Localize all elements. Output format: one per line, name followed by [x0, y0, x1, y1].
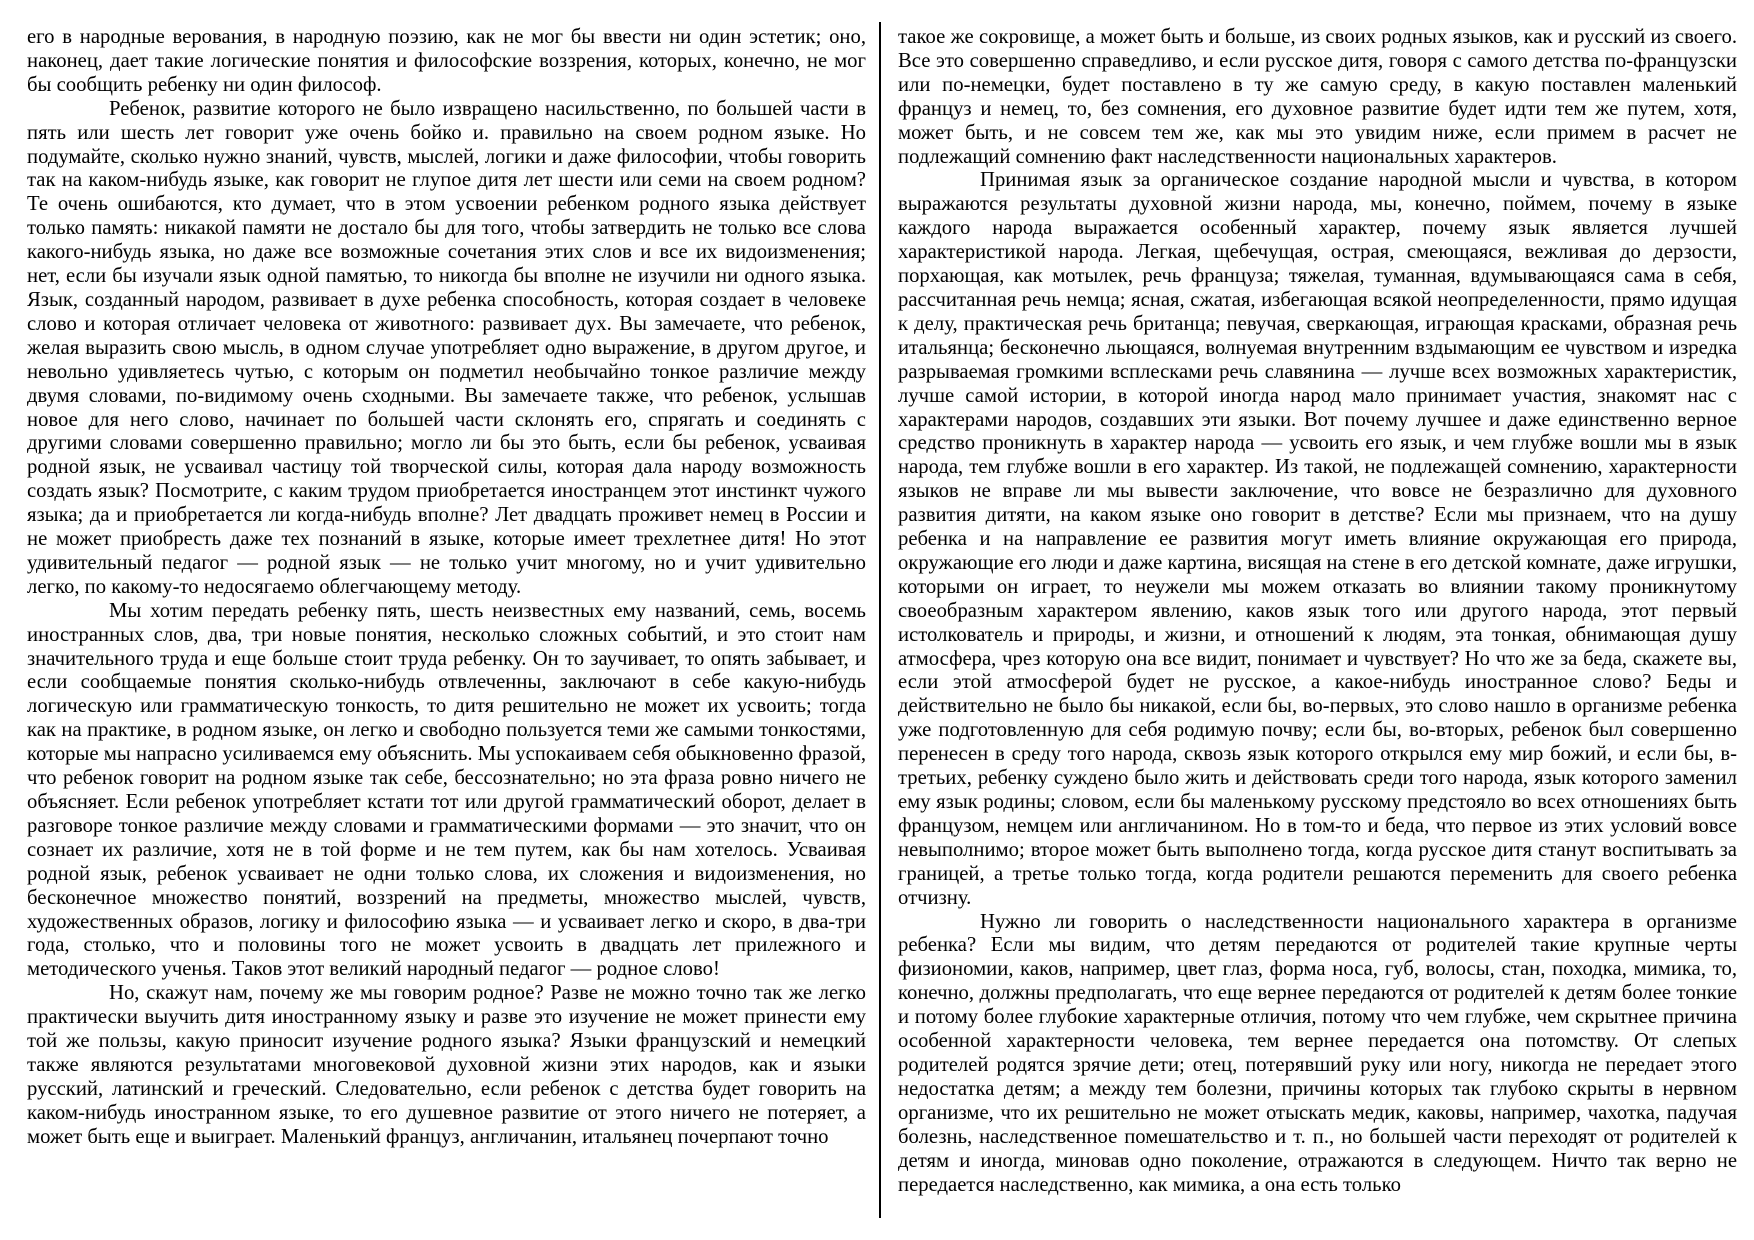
- paragraph-left-4: Но, скажут нам, почему же мы говорим родное? Разве не можно точно так же легко практически выучить дитя иностранному языку и разве это изучение не может принести ему той же пользы, какую приносит изучение родного языка? Языки французский и немецкий также являются результатами многовековой духовной жизни этих народов, как и языки русский, латинский и греческий. Следовательно, если ребенок с детства будет говорить на каком-нибудь иностранном языке, то его душевное развитие от этого ничего не потеряет, а может быть еще и выиграет. Маленький француз, англичанин, итальянец почерпают точно: [27, 982, 866, 1148]
- right-text-column: [898, 26, 1737, 1197]
- paragraph-left-2: Ребенок, развитие которого не было извращено насильственно, по большей части в пять или шесть лет говорит уже очень бойко и. правильно на своем родном языке. Но подумайте, сколько нужно знаний, чувств, мыслей, логики и даже философии, чтобы говорить так на каком-нибудь языке, как говорит не глупое дитя лет шести или семи на своем родном? Те очень ошибаются, кто думает, что в этом усвоении ребенком родного языка действует только память: никакой памяти не достало бы для того, чтобы затвердить не только все слова какого-нибудь языка, но даже все возможные сочетания этих слов и все их видоизменения; нет, если бы изучали язык одной памятью, то никогда бы вполне не изучили ни одного языка. Язык, созданный народом, развивает в духе ребенка способность, которая создает в человеке слово и которая отличает человека от животного: развивает дух. Вы замечаете, что ребенок, желая выразить свою мысль, в одном случае употребляет одно выражение, в другом другое, и невольно удивляетесь чутью, с которым он подметил необычайно тонкое различие между двумя словами, по-видимому очень сходными. Вы замечаете также, что ребенок, услышав новое для него слово, начинает по большей части склонять его, спрягать и соединять с другими словами совершенно правильно; могло ли бы это быть, если бы ребенок, усваивая родной язык, не усваивал частицу той творческой силы, которая дала народу возможность создать язык? Посмотрите, с каким трудом приобретается иностранцем этот инстинкт чужого языка; да и приобретается ли когда-нибудь вполне? Лет двадцать проживет немец в России и не может приобресть даже тех познаний в языке, которые имеет трехлетнее дитя! Но этот удивительный педагог — родной язык — не только учит многому, но и учит удивительно легко, по какому-то недосягаемо облегчающему методу.: [27, 97, 866, 598]
- paragraph-left-3: Мы хотим передать ребенку пять, шесть неизвестных ему названий, семь, восемь иностранных слов, два, три новые понятия, несколько сложных событий, и это стоит нам значительного труда и еще больше стоит труда ребенку. Он то заучивает, то опять забывает, и если сообщаемые понятия сколько-нибудь отвлеченны, заключают в себе какую-нибудь логическую или грамматическую тонкость, то дитя решительно не может их усвоить; тогда как на практике, в родном языке, он легко и свободно пользуется теми же самыми тонкостями, которые мы напрасно усиливаемся ему объяснить. Мы успокаиваем себя обыкновенно фразой, что ребенок говорит на родном языке так себе, бессознательно; но эта фраза ровно ничего не объясняет. Если ребенок употребляет кстати тот или другой грамматический оборот, делает в разговоре тонкое различие между словами и грамматическими формами — это значит, что он сознает их различие, хотя не в той форме и не тем путем, как бы нам хотелось. Усваивая родной язык, ребенок усваивает не одни только слова, их сложения и видоизменения, но бесконечное множество понятий, воззрений на предметы, множество мыслей, чувств, художественных образов, логику и философию языка — и усваивает легко и скоро, в два-три года, столько, что и половины того не может усвоить в двадцать лет прилежного и методического ученья. Таков этот великий народный педагог — родное слово!: [27, 599, 866, 981]
- paragraph-right-3: Нужно ли говорить о наследственности национального характера в организме ребенка? Если мы видим, что детям передаются от родителей такие крупные черты физиономии, каков, например, цвет глаз, форма носа, губ, волосы, стан, походка, мимика, то, конечно, должны предполагать, что еще вернее передаются от родителей к детям более тонкие и потому более глубокие характерные отличия, потому что чем глубже, чем скрытнее причина особенной характерности человека, тем вернее передается она потомству. От слепых родителей родятся зрячие дети; отец, потерявший руку или ногу, никогда не передает этого недостатка детям; а между тем болезни, причины которых так глубоко скрыты в нервном организме, что их решительно не может отыскать медик, каковы, например, чахотка, падучая болезнь, наследственное помешательство и т. п., но большей части переходят от родителей к детям и иногда, миновав одно поколение, отражаются в следующем. Ничто так верно не передается наследственно, как мимика, а она есть только: [898, 910, 1737, 1196]
- paragraph-right-2: Принимая язык за органическое создание народной мысли и чувства, в котором выражаются результаты духовной жизни народа, мы, конечно, поймем, почему в языке каждого народа выражается особенный характер, почему язык является лучшей характеристикой народа. Легкая, щебечущая, острая, смеющаяся, вежливая до дерзости, порхающая, как мотылек, речь француза; тяжелая, туманная, вдумывающаяся сама в себя, рассчитанная речь немца; ясная, сжатая, избегающая всякой неопределенности, прямо идущая к делу, практическая речь британца; певучая, сверкающая, играющая красками, образная речь итальянца; бесконечно льющаяся, волнуемая внутренним вздымающим ее чувством и изредка разрываемая громкими всплесками речь славянина — лучше всех возможных характеристик, лучше самой истории, в которой иногда народ мало принимает участия, знакомят нас с характерами народов, создавших эти языки. Вот почему лучшее и даже единственно верное средство проникнуть в характер народа — усвоить его язык, и чем глубже вошли мы в язык народа, тем глубже вошли в его характер. Из такой, не подлежащей сомнению, характерности языков не вправе ли мы вывести заключение, что вовсе не безразлично для духовного развития дитяти, на каком языке оно говорит в детстве? Если мы признаем, что на душу ребенка и на направление ее развития могут иметь влияние окружающая его природа, окружающие его люди и даже картина, висящая на стене в его детской комнате, даже игрушки, которыми он играет, то неужели мы можем отказать во влиянии такому проникнутому своеобразным характером явлению, каков язык того или другого народа, этот первый истолкователь и природы, и жизни, и отношений к людям, эта тонкая, обнимающая душу атмосфера, чрез которую она все видит, понимает и чувствует? Но что же за беда, скажете вы, если этой атмосферой будет не русское, а какое-нибудь иностранное слово? Беды и действительно не было бы никакой, если бы, во-первых, это слово нашло в организме ребенка уже подготовленную для себя родимую почву; если бы, во-вторых, ребенок был совершенно перенесен в среду того народа, сквозь язык которого открылся ему мир божий, и если бы, в-третьих, ребенку суждено было жить и действовать среди того народа, язык которого заменил ему язык родины; словом, если бы маленькому русскому предстояло во всех отношениях быть французом, немцем или англичанином. Но в том-то и беда, что первое из этих условий вовсе невыполнимо; второе может быть выполнено тогда, когда русское дитя станут воспитывать за границей, а третье только тогда, когда родители решаются переменить для своего ребенка отчизну.: [898, 169, 1737, 909]
- paragraph-right-1: такое же сокровище, а может быть и больше, из своих родных языков, как и русский из своего. Все это совершенно справедливо, и если русское дитя, говоря с самого детства по-французски или по-немецки, будет поставлено в ту же самую среду, в какую поставлен маленький француз и немец, то, без сомнения, его духовное развитие будет идти тем же путем, хотя, может быть, и не совсем тем же, как мы это увидим ниже, если примем в расчет не подлежащий сомнению факт наследственности национальных характеров.: [898, 26, 1737, 168]
- paragraph-left-1: его в народные верования, в народную поэзию, как не мог бы ввести ни один эстетик; оно, наконец, дает такие логические понятия и философские воззрения, которых, конечно, не мог бы сообщить ребенку ни один философ.: [27, 26, 866, 96]
- column-divider: [879, 22, 881, 1218]
- left-text-column: [27, 26, 866, 1150]
